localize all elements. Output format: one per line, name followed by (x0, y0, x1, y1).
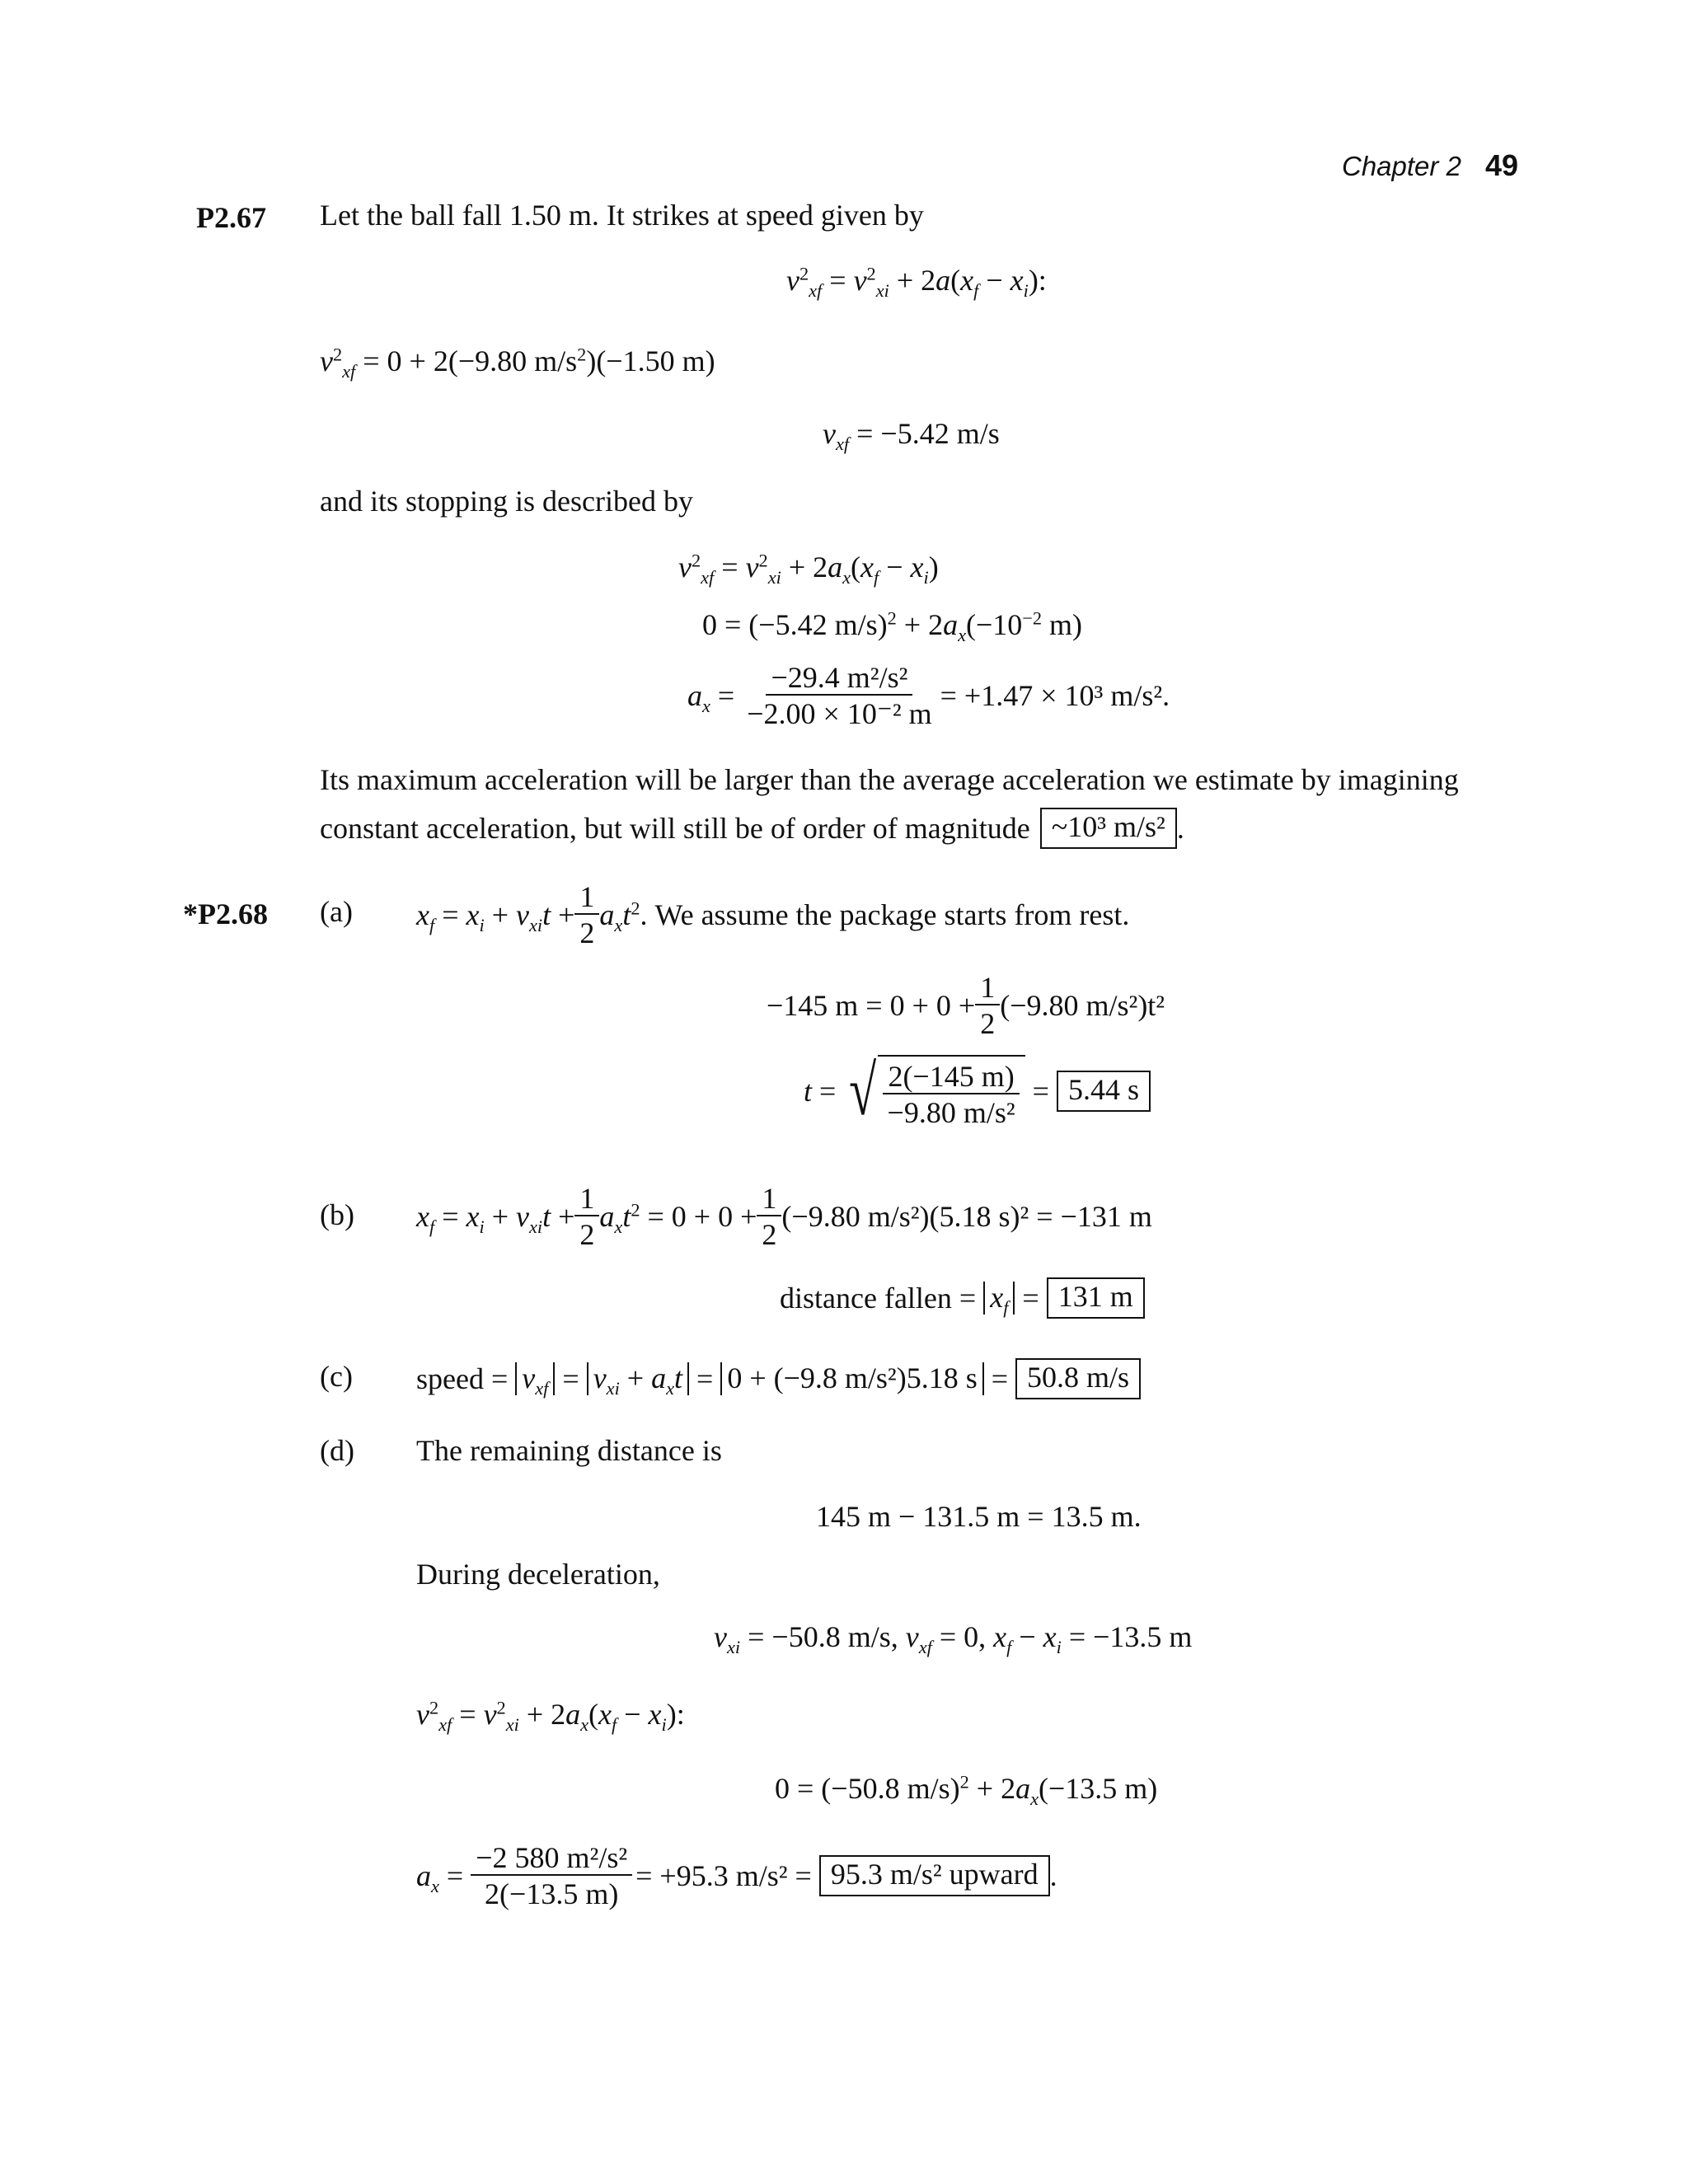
p267-conclusion-line1: Its maximum acceleration will be larger than the average acceleration we estimate by imagining (320, 763, 1459, 796)
p268b-eq-tail: (−9.80 m/s²)(5.18 s)² = −131 m (781, 1200, 1152, 1233)
fraction-denominator: 2(−13.5 m) (485, 1877, 619, 1910)
p268a-boxed-answer: 5.44 s (1057, 1071, 1151, 1112)
p268b-distance-label: distance fallen = (780, 1281, 977, 1315)
p268a-kinematic-eq: $x_f = x_i + v_{xi}t$ + $\frac{1}{2}$ $a_xt^2$. We assume the package starts from rest. (416, 880, 1130, 949)
p268d-boxed-answer: 95.3 m/s² upward (819, 1855, 1050, 1896)
p267-acceleration-result: = +1.47 × 10³ m/s². (940, 679, 1170, 712)
p268a-sub-tail: (−9.80 m/s²)t² (1000, 989, 1165, 1022)
square-root: √ $\frac{2(-145 m)}{\text{−9.80 m/s²}}$ (843, 1055, 1025, 1127)
p268a-assumption-text: We assume the package starts from rest. (654, 898, 1130, 931)
p268d-remaining-text: The remaining distance is (416, 1434, 722, 1467)
fraction-numerator: 2(−145 m) (883, 1062, 1019, 1094)
p267-eq-impact-speed: $v_{xf} = -5.42$ m/s (823, 417, 1000, 454)
p268-part-c-tag: (c) (320, 1360, 353, 1393)
fraction-denominator: −9.80 m/s² (887, 1096, 1015, 1129)
fraction-denominator: −2.00 × 10⁻² m (747, 697, 932, 730)
p267-eq-kinematic: $v^2_{xf} = v^2_{xi} + 2a(x_f - x_i)$: (786, 263, 1047, 301)
p268c-eq-tail: 0 + (−9.8 m/s²)5.18 s (720, 1362, 983, 1395)
p267-boxed-answer: ~10³ m/s² (1040, 808, 1177, 849)
p268d-kinematic-eq: $v^2_{xf} = v^2_{xi} + 2a_x(x_f - x_i)$: (416, 1697, 685, 1735)
p267-stop-text: and its stopping is described by (320, 485, 693, 518)
p268d-remaining-eq: 145 m − 131.5 m = 13.5 m. (816, 1500, 1142, 1533)
p268c-speed-eq: speed = $v_{xf}$ = $v_{xi} + a_xt$ = 0 + (−9.8 m/s²)5.18 s = 50.8 m/s (416, 1358, 1141, 1399)
p268a-time-eq: t = √ $\frac{2(-145 m)}{\text{−9.80 m/s²}}$ = 5.44 s (804, 1055, 1151, 1127)
page-number: 49 (1485, 148, 1519, 182)
p267-conclusion-line2: constant acceleration, but will still be of order of magnitude ~10³ m/s² . (320, 808, 1184, 849)
p268c-speed-label: speed = (416, 1361, 509, 1395)
fraction-numerator: −29.4 m²/s² (766, 663, 912, 696)
p268-part-b-tag: (b) (320, 1198, 354, 1231)
chapter-label: Chapter 2 (1342, 151, 1461, 181)
problem-label-p268: *P2.68 (183, 898, 268, 930)
p267-eq-stopping-sub: 0 = (−5.42 $m/s)^2 + 2a_x(-10^{-2}$ m) (702, 607, 1083, 645)
p267-eq-stopping: $v^2_{xf} = v^2_{xi} + 2a_x(x_f - x_i)$ (678, 550, 939, 588)
p268d-acceleration-result: = +95.3 m/s² = (635, 1859, 812, 1892)
p268b-boxed-answer: 131 m (1047, 1277, 1145, 1319)
p268a-substitution: −145 m = 0 + 0 + $\frac{1}{2}$ (−9.80 m/s²)t² (767, 971, 1165, 1040)
p267-acceleration-fraction (742, 663, 936, 729)
p268d-acceleration-fraction (471, 1843, 632, 1909)
p268d-acceleration: $a_x$ = $\frac{\text{−2 580 m²/s²}}{2(-13.5 m)}$ = +95.3 m/s² = 95.3 m/s² upward . (416, 1841, 1057, 1910)
p268b-distance-line: distance fallen = $x_f$ = 131 m (780, 1277, 1145, 1319)
p267-eq-acceleration: $a_x$ = $\frac{\text{−29.4 m²/s²}}{\text{−2.00 × 10⁻² m}}$ = +1.47 × 10³ m/s². (687, 661, 1170, 730)
p268d-substitution: 0 = (−50.8 $m/s)^2 + 2a_x(-13.5$ m) (775, 1771, 1158, 1809)
fraction-numerator: −2 580 m²/s² (471, 1843, 632, 1876)
p268-part-a-tag: (a) (320, 895, 353, 928)
p268d-given-values: $v_{xi} = -50.8$ m/s, $v_{xf} = 0$, $x_f - x_i = -13.5$ m (714, 1620, 1193, 1657)
p268d-decel-text: During deceleration, (416, 1558, 660, 1591)
problem-label-p267: P2.67 (196, 201, 266, 234)
p268a-sub-start: −145 m = 0 + 0 + (767, 989, 976, 1022)
p267-intro: Let the ball fall 1.50 m. It strikes at speed given by (320, 199, 924, 232)
p268c-boxed-answer: 50.8 m/s (1015, 1358, 1141, 1399)
p268b-equation: $x_f = x_i + v_{xi}t$ + $\frac{1}{2}$ $a_xt^2 = 0 + 0$ + $\frac{1}{2}$ (−9.80 m/s²)(5.18 s)² = −131 m (416, 1182, 1152, 1251)
p267-eq-substitution: $v^2_{xf} = 0 + 2(-9.80$ $m/s^2)(-1.50$ m) (320, 344, 715, 382)
p267-conclusion-text: constant acceleration, but will still be of order of magnitude (320, 811, 1030, 845)
p268-part-d-tag: (d) (320, 1434, 354, 1467)
